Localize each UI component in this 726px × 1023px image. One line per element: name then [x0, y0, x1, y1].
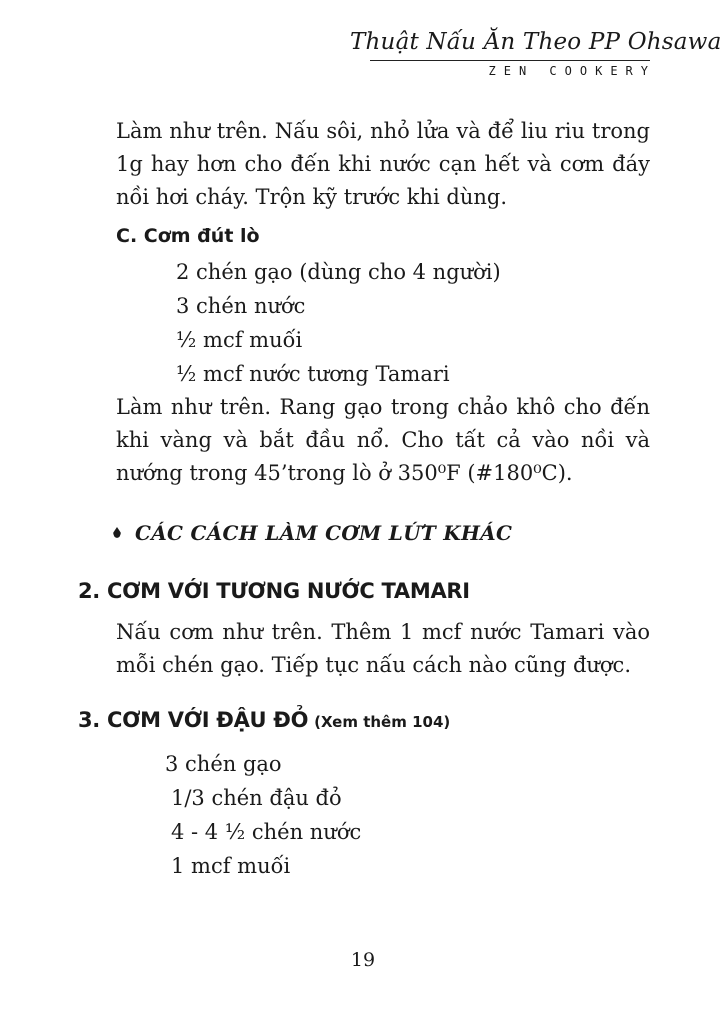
page-number: 19 — [350, 949, 376, 971]
ingredient-item: ½ mcf muối — [176, 328, 303, 352]
ingredient-item: 1/3 chén đậu đỏ — [171, 786, 342, 810]
intro-paragraph: Làm như trên. Nấu sôi, nhỏ lửa và để liu riu trong 1g hay hơn cho đến khi nước cạn hết và cơm đáy nồi hơi cháy. Trộn kỹ trước khi dùng. — [116, 119, 650, 209]
section-c-instructions: Làm như trên. Rang gạo trong chảo khô cho đến khi vàng và bắt đầu nổ. Cho tất cả vào nồi và nướng trong 45’trong lò ở 350⁰F (#180⁰C). — [116, 395, 650, 485]
ingredient-item: 2 chén gạo (dùng cho 4 người) — [176, 260, 501, 284]
ingredient-item: 3 chén nước — [176, 294, 306, 318]
running-header — [350, 28, 722, 78]
section-3-reference: (Xem thêm 104) — [314, 713, 451, 731]
section-2-heading: 2. CƠM VỚI TƯƠNG NƯỚC TAMARI — [78, 579, 470, 603]
header-title: Thuật Nấu Ăn Theo PP Ohsawa — [350, 29, 722, 55]
section-c-ingredient-list — [176, 255, 501, 391]
drop-bullet-icon — [113, 527, 121, 538]
other-methods-heading — [113, 519, 512, 547]
header-rule — [370, 60, 650, 61]
ingredient-item: 1 mcf muối — [171, 854, 291, 878]
section-3-heading-text: 3. CƠM VỚI ĐẬU ĐỎ — [78, 708, 309, 732]
header-subtitle: ZEN COOKERY — [488, 64, 656, 78]
section-3-ingredient-list — [165, 747, 361, 883]
section-c-heading: C. Cơm đút lò — [116, 225, 260, 247]
section-3-heading — [78, 706, 450, 736]
ingredient-item: 3 chén gạo — [165, 752, 282, 776]
ingredient-item: ½ mcf nước tương Tamari — [176, 362, 450, 386]
ingredient-item: 4 - 4 ½ chén nước — [171, 820, 362, 844]
other-methods-heading-text: CÁC CÁCH LÀM CƠM LỨT KHÁC — [135, 521, 513, 545]
section-2-text: Nấu cơm như trên. Thêm 1 mcf nước Tamari vào mỗi chén gạo. Tiếp tục nấu cách nào cũng được. — [116, 620, 650, 677]
